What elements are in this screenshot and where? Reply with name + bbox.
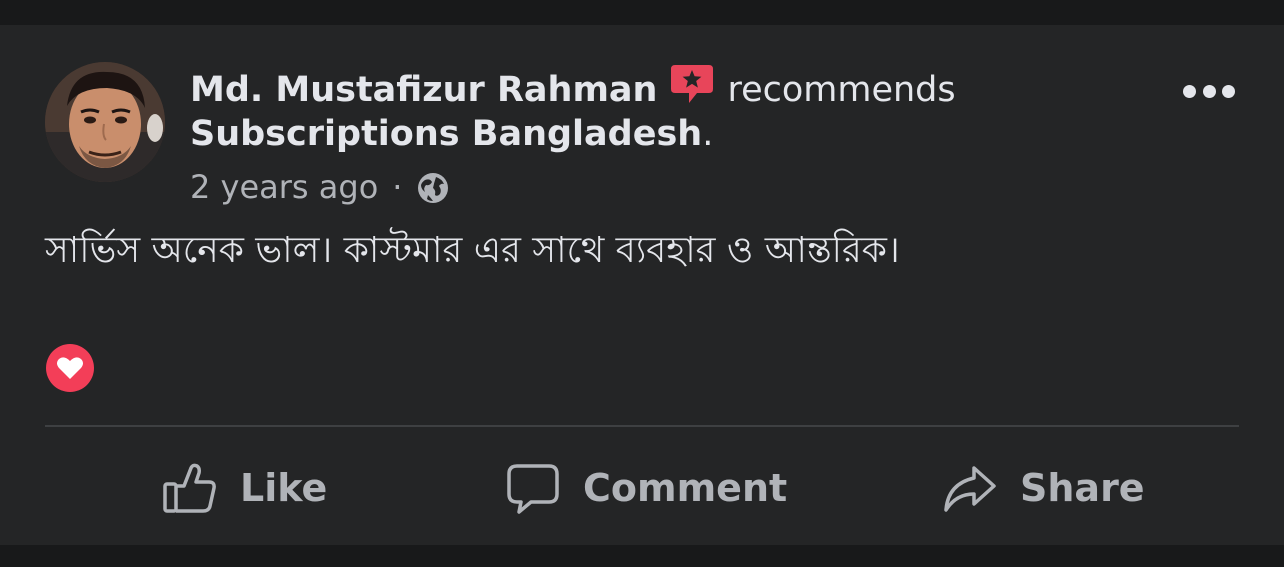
more-dot (1183, 85, 1196, 98)
thumbs-up-icon (162, 460, 218, 516)
comment-button[interactable] (505, 455, 787, 521)
author-name-link[interactable]: Md. Mustafizur Rahman (190, 70, 658, 110)
recommend-star-icon (669, 61, 715, 107)
share-arrow-icon (942, 460, 998, 516)
share-button[interactable] (942, 455, 1145, 521)
meta-separator: · (392, 168, 403, 206)
comment-bubble-icon (505, 460, 561, 516)
globe-icon[interactable] (416, 171, 450, 205)
post-meta (190, 165, 450, 209)
recommendation-post-card (0, 25, 1284, 545)
author-avatar[interactable] (45, 62, 165, 182)
more-options-icon[interactable] (1183, 81, 1235, 101)
post-header-line-2 (190, 113, 1090, 155)
like-button[interactable] (162, 455, 327, 521)
like-label: Like (240, 466, 328, 510)
post-body-text: সার্ভিস অনেক ভাল। কাস্টমার এর সাথে ব্যবহার ও আন্তরিক। (45, 230, 900, 271)
actions-divider (45, 425, 1239, 427)
recommends-text: recommends (727, 70, 956, 110)
share-label: Share (1020, 466, 1145, 510)
comment-label: Comment (583, 466, 788, 510)
timestamp-link[interactable]: 2 years ago (190, 168, 379, 206)
bottom-background (0, 545, 1284, 567)
more-dot (1222, 85, 1235, 98)
page-name-link[interactable]: Subscriptions Bangladesh (190, 114, 703, 154)
more-dot (1203, 85, 1216, 98)
top-background (0, 0, 1284, 25)
post-header (190, 69, 1090, 115)
page-name-suffix: . (702, 114, 714, 154)
love-reaction-icon[interactable] (45, 343, 95, 393)
avatar-photo (45, 62, 165, 182)
